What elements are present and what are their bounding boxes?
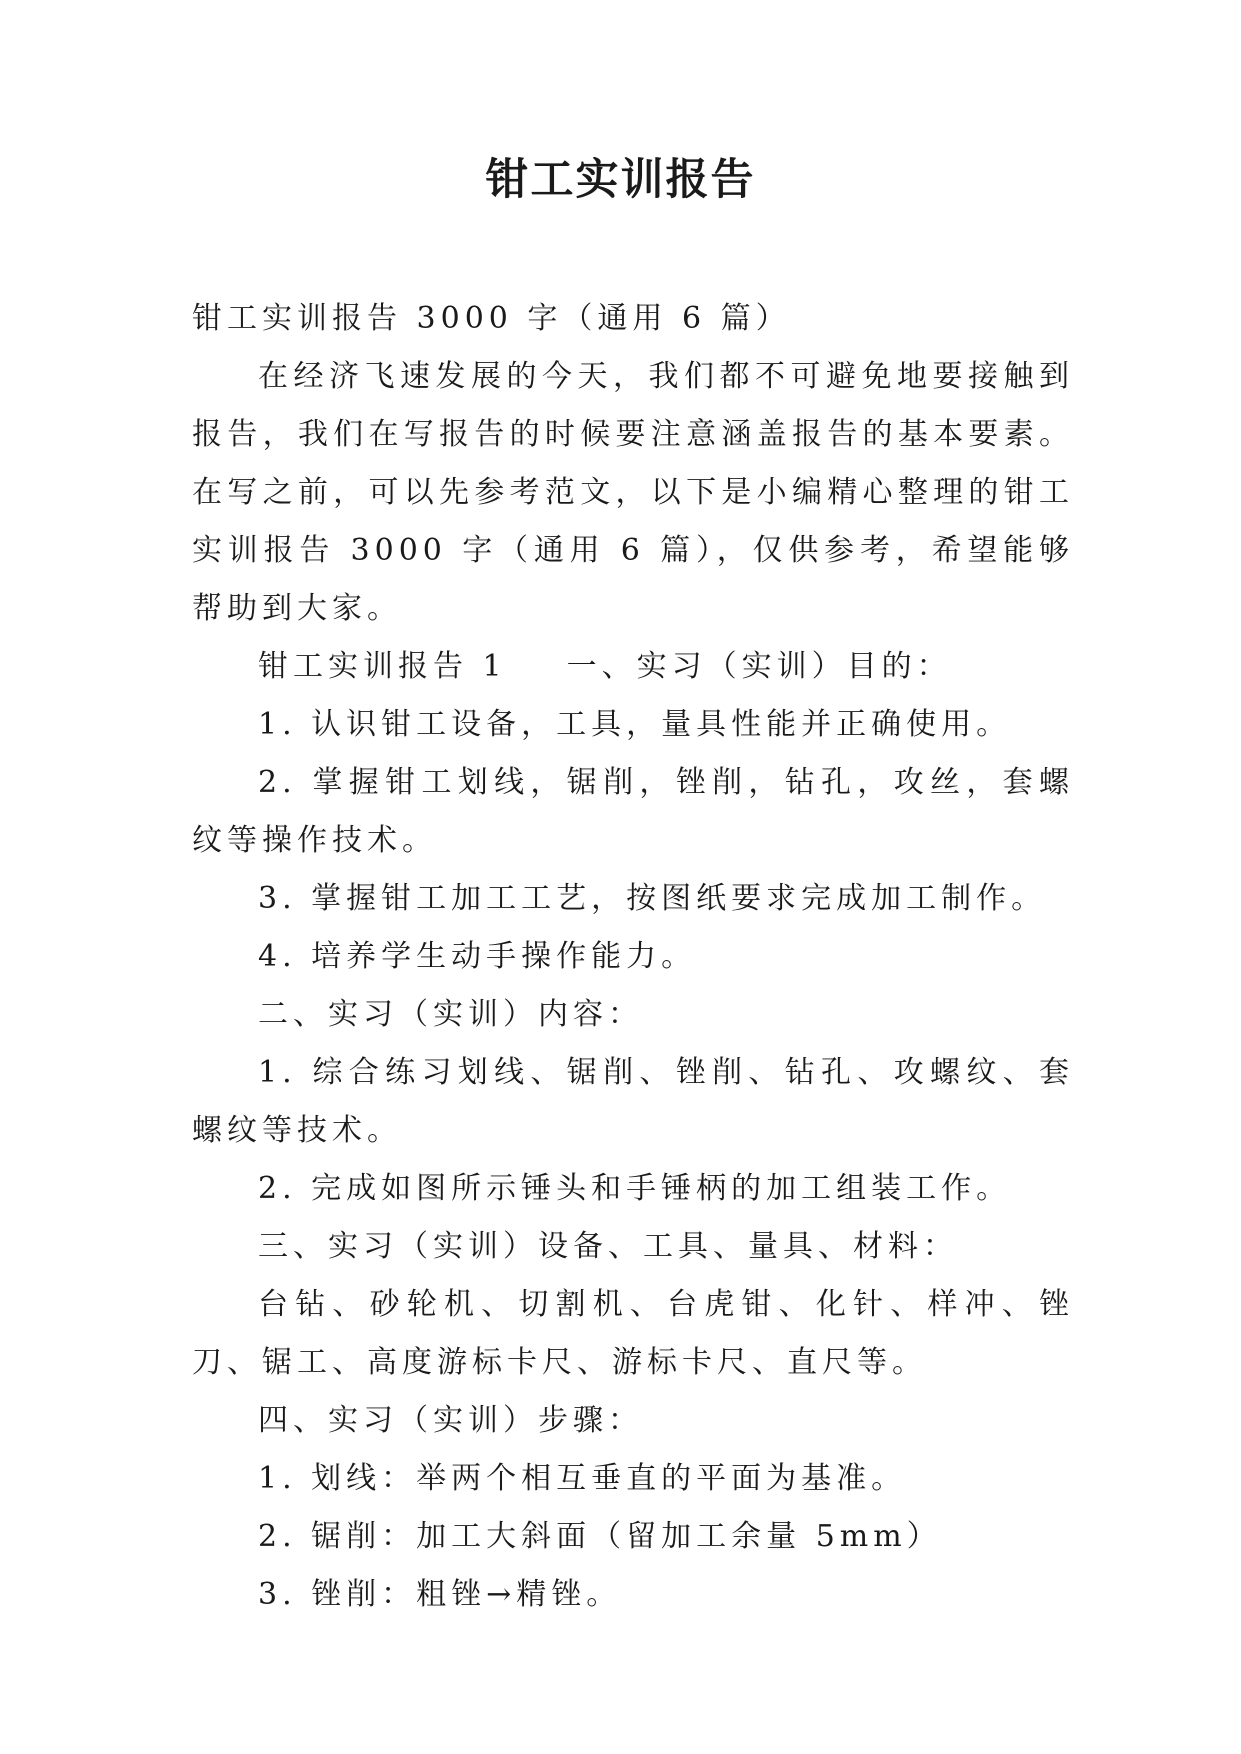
section-3-heading: 三、实习（实训）设备、工具、量具、材料：	[258, 1229, 958, 1264]
content-item-2: 2. 完成如图所示锤头和手锤柄的加工组装工作。	[258, 1171, 1012, 1206]
content-item-1: 1. 综合练习划线、锯削、锉削、钻孔、攻螺纹、套螺纹等技术。	[192, 1055, 1074, 1148]
document-subtitle: 钳工实训报告 3000 字（通用 6 篇）	[192, 301, 791, 336]
equipment-list: 台钻、砂轮机、切割机、台虎钳、化针、样冲、锉刀、锯工、高度游标卡尺、游标卡尺、直尺等。	[192, 1287, 1074, 1380]
section-4-heading: 四、实习（实训）步骤：	[258, 1403, 643, 1438]
section-1-heading: 一、实习（实训）目的：	[566, 649, 952, 684]
document-title: 钳工实训报告	[485, 155, 756, 205]
report-1-heading-line	[192, 638, 1074, 696]
step-item-1: 1. 划线：举两个相互垂直的平面为基准。	[258, 1461, 907, 1496]
goal-item-3: 3. 掌握钳工加工工艺，按图纸要求完成加工制作。	[258, 881, 1047, 916]
step-item-2: 2. 锯削：加工大斜面（留加工余量 5mm）	[258, 1519, 942, 1554]
intro-paragraph: 在经济飞速发展的今天，我们都不可避免地要接触到报告，我们在写报告的时候要注意涵盖报告的基本要素。在写之前，可以先参考范文，以下是小编精心整理的钳工实训报告 3000 字（通用 6 篇），仅供参考，希望能够帮助到大家。	[192, 359, 1074, 626]
goal-item-2: 2. 掌握钳工划线，锯削，锉削，钻孔，攻丝，套螺纹等操作技术。	[192, 765, 1074, 858]
report-1-label: 钳工实训报告 1	[258, 649, 507, 684]
goal-item-4: 4. 培养学生动手操作能力。	[258, 939, 697, 974]
section-2-heading: 二、实习（实训）内容：	[258, 997, 643, 1032]
goal-item-1: 1. 认识钳工设备，工具，量具性能并正确使用。	[258, 707, 1012, 742]
document-body	[192, 290, 1074, 1624]
step-item-3: 3. 锉削：粗锉→精锉。	[258, 1577, 622, 1612]
